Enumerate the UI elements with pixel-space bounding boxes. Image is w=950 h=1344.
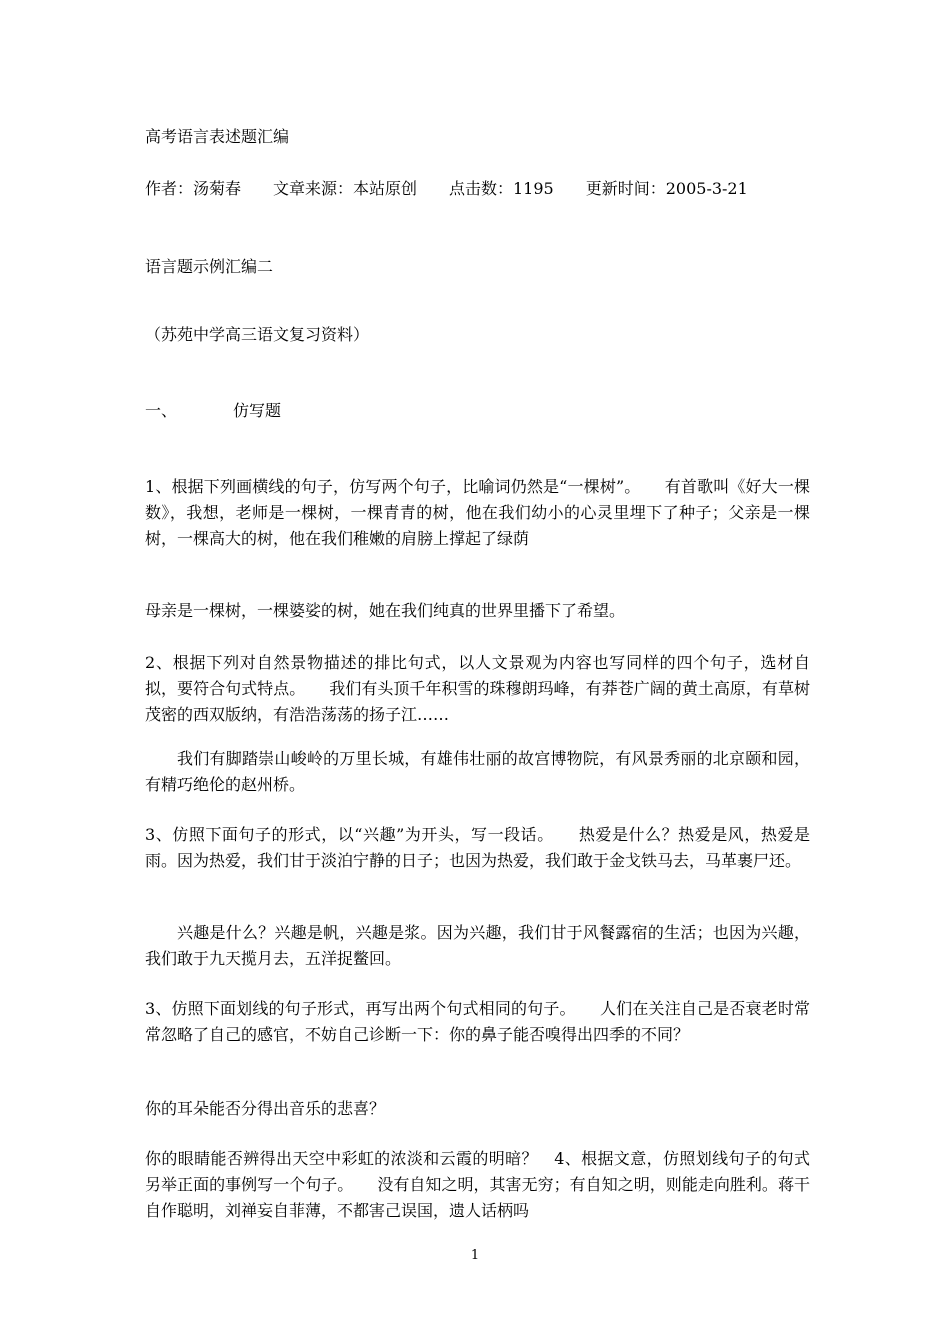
- question-3b-answer-1: 你的耳朵能否分得出音乐的悲喜？: [145, 1099, 386, 1118]
- question-3-answer: 兴趣是什么？兴趣是帆，兴趣是浆。因为兴趣，我们甘于风餐露宿的生活；也因为兴趣，我们敢于九天揽月去，五洋捉鳖回。: [145, 923, 810, 968]
- question-2-text: 2、根据下列对自然景物描述的排比句式，以人文景观为内容也写同样的四个句子，选材自拟，要符合句式特点。 我们有头顶千年积雪的珠穆朗玛峰，有莽苍广阔的黄土高原，有草树茂密的西双版纳，有浩浩荡荡的扬子江……: [145, 653, 810, 724]
- question-1-answer: 母亲是一棵树，一棵婆娑的树，她在我们纯真的世界里播下了希望。: [145, 601, 626, 620]
- question-3b-answer-2-and-question-4: 你的眼睛能否辨得出天空中彩虹的浓淡和云霞的明暗？ 4、根据文意，仿照划线句子的句式另举正面的事例写一个句子。 没有自知之明，其害无穷；有自知之明，则能走向胜利。蒋干自作聪明，刘禅妄自菲薄，不都害己误国，遗人话柄吗: [145, 1149, 810, 1220]
- subtitle: 语言题示例汇编二: [145, 257, 274, 276]
- question-1-text: 1、根据下列画横线的句子，仿写两个句子，比喻词仍然是“一棵树”。 有首歌叫《好大一棵数》，我想，老师是一棵树，一棵青青的树，他在我们幼小的心灵里埋下了种子；父亲是一棵树，一棵高大的树，他在我们稚嫩的肩膀上撑起了绿荫: [145, 477, 810, 548]
- meta-line: 作者：汤菊春 文章来源：本站原创 点击数：1195 更新时间：2005-3-21: [145, 179, 748, 198]
- page-number: 1: [470, 1248, 480, 1263]
- question-2-answer: 我们有脚踏崇山峻岭的万里长城，有雄伟壮丽的故宫博物院，有风景秀丽的北京颐和园，有精巧绝伦的赵州桥。: [145, 749, 810, 794]
- source-note: （苏苑中学高三语文复习资料）: [145, 325, 370, 344]
- question-3-text: 3、仿照下面句子的形式，以“兴趣”为开头，写一段话。 热爱是什么？热爱是风，热爱是雨。因为热爱，我们甘于淡泊宁静的日子；也因为热爱，我们敢于金戈铁马去，马革裹尸还。: [145, 825, 810, 870]
- document-title: 高考语言表述题汇编: [145, 127, 290, 146]
- section-heading: 一、 仿写题: [145, 401, 282, 420]
- question-3b-text: 3、仿照下面划线的句子形式，再写出两个句式相同的句子。 人们在关注自己是否衰老时常常忽略了自己的感官，不妨自己诊断一下：你的鼻子能否嗅得出四季的不同？: [145, 999, 810, 1044]
